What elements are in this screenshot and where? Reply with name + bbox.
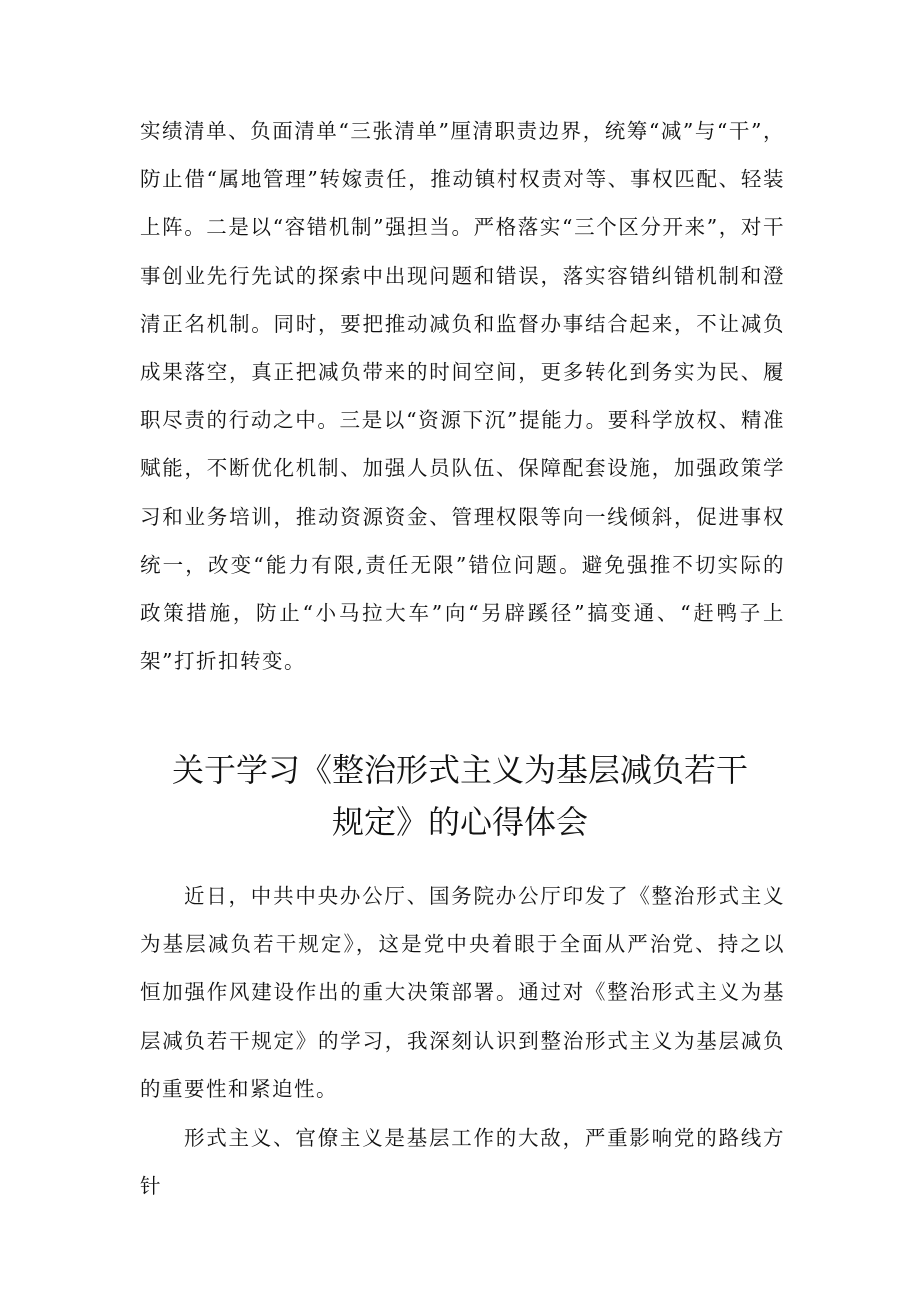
paragraph-2: 形式主义、官僚主义是基层工作的大敌，严重影响党的路线方针 bbox=[140, 1126, 785, 1199]
section-title-line-2: 规定》的心得体会 bbox=[331, 803, 588, 841]
paragraph-1: 近日，中共中央办公厅、国务院办公厅印发了《整治形式主义为基层减负若干规定》，这是党中央着眼于全面从严治党、持之以恒加强作风建设作出的重大决策部署。通过对《整治形式主义为基层减负若干规定》的学习，我深刻认识到整治形式主义为基层减负的重要性和紧迫性。 bbox=[140, 884, 785, 1101]
section-title bbox=[110, 744, 810, 848]
continuation-paragraph: 实绩清单、负面清单“三张清单”厘清职责边界，统筹“减”与“干”，防止借“属地管理”转嫁责任，推动镇村权责对等、事权匹配、轻装上阵。二是以“容错机制”强担当。严格落实“三个区分开来”，对干事创业先行先试的探索中出现问题和错误，落实容错纠错机制和澄清正名机制。同时，要把推动减负和监督办事结合起来，不让减负成果落空，真正把减负带来的时间空间，更多转化到务实为民、履职尽责的行动之中。三是以“资源下沉”提能力。要科学放权、精准赋能，不断优化机制、加强人员队伍、保障配套设施，加强政策学习和业务培训，推动资源资金、管理权限等向一线倾斜，促进事权统一，改变“能力有限,责任无限”错位问题。避免强推不切实际的政策措施，防止“小马拉大车”向“另辟蹊径”搞变通、“赶鸭子上架”打折扣转变。 bbox=[140, 119, 785, 674]
section-title-line-1: 关于学习《整治形式主义为基层减负若干 bbox=[171, 751, 748, 789]
